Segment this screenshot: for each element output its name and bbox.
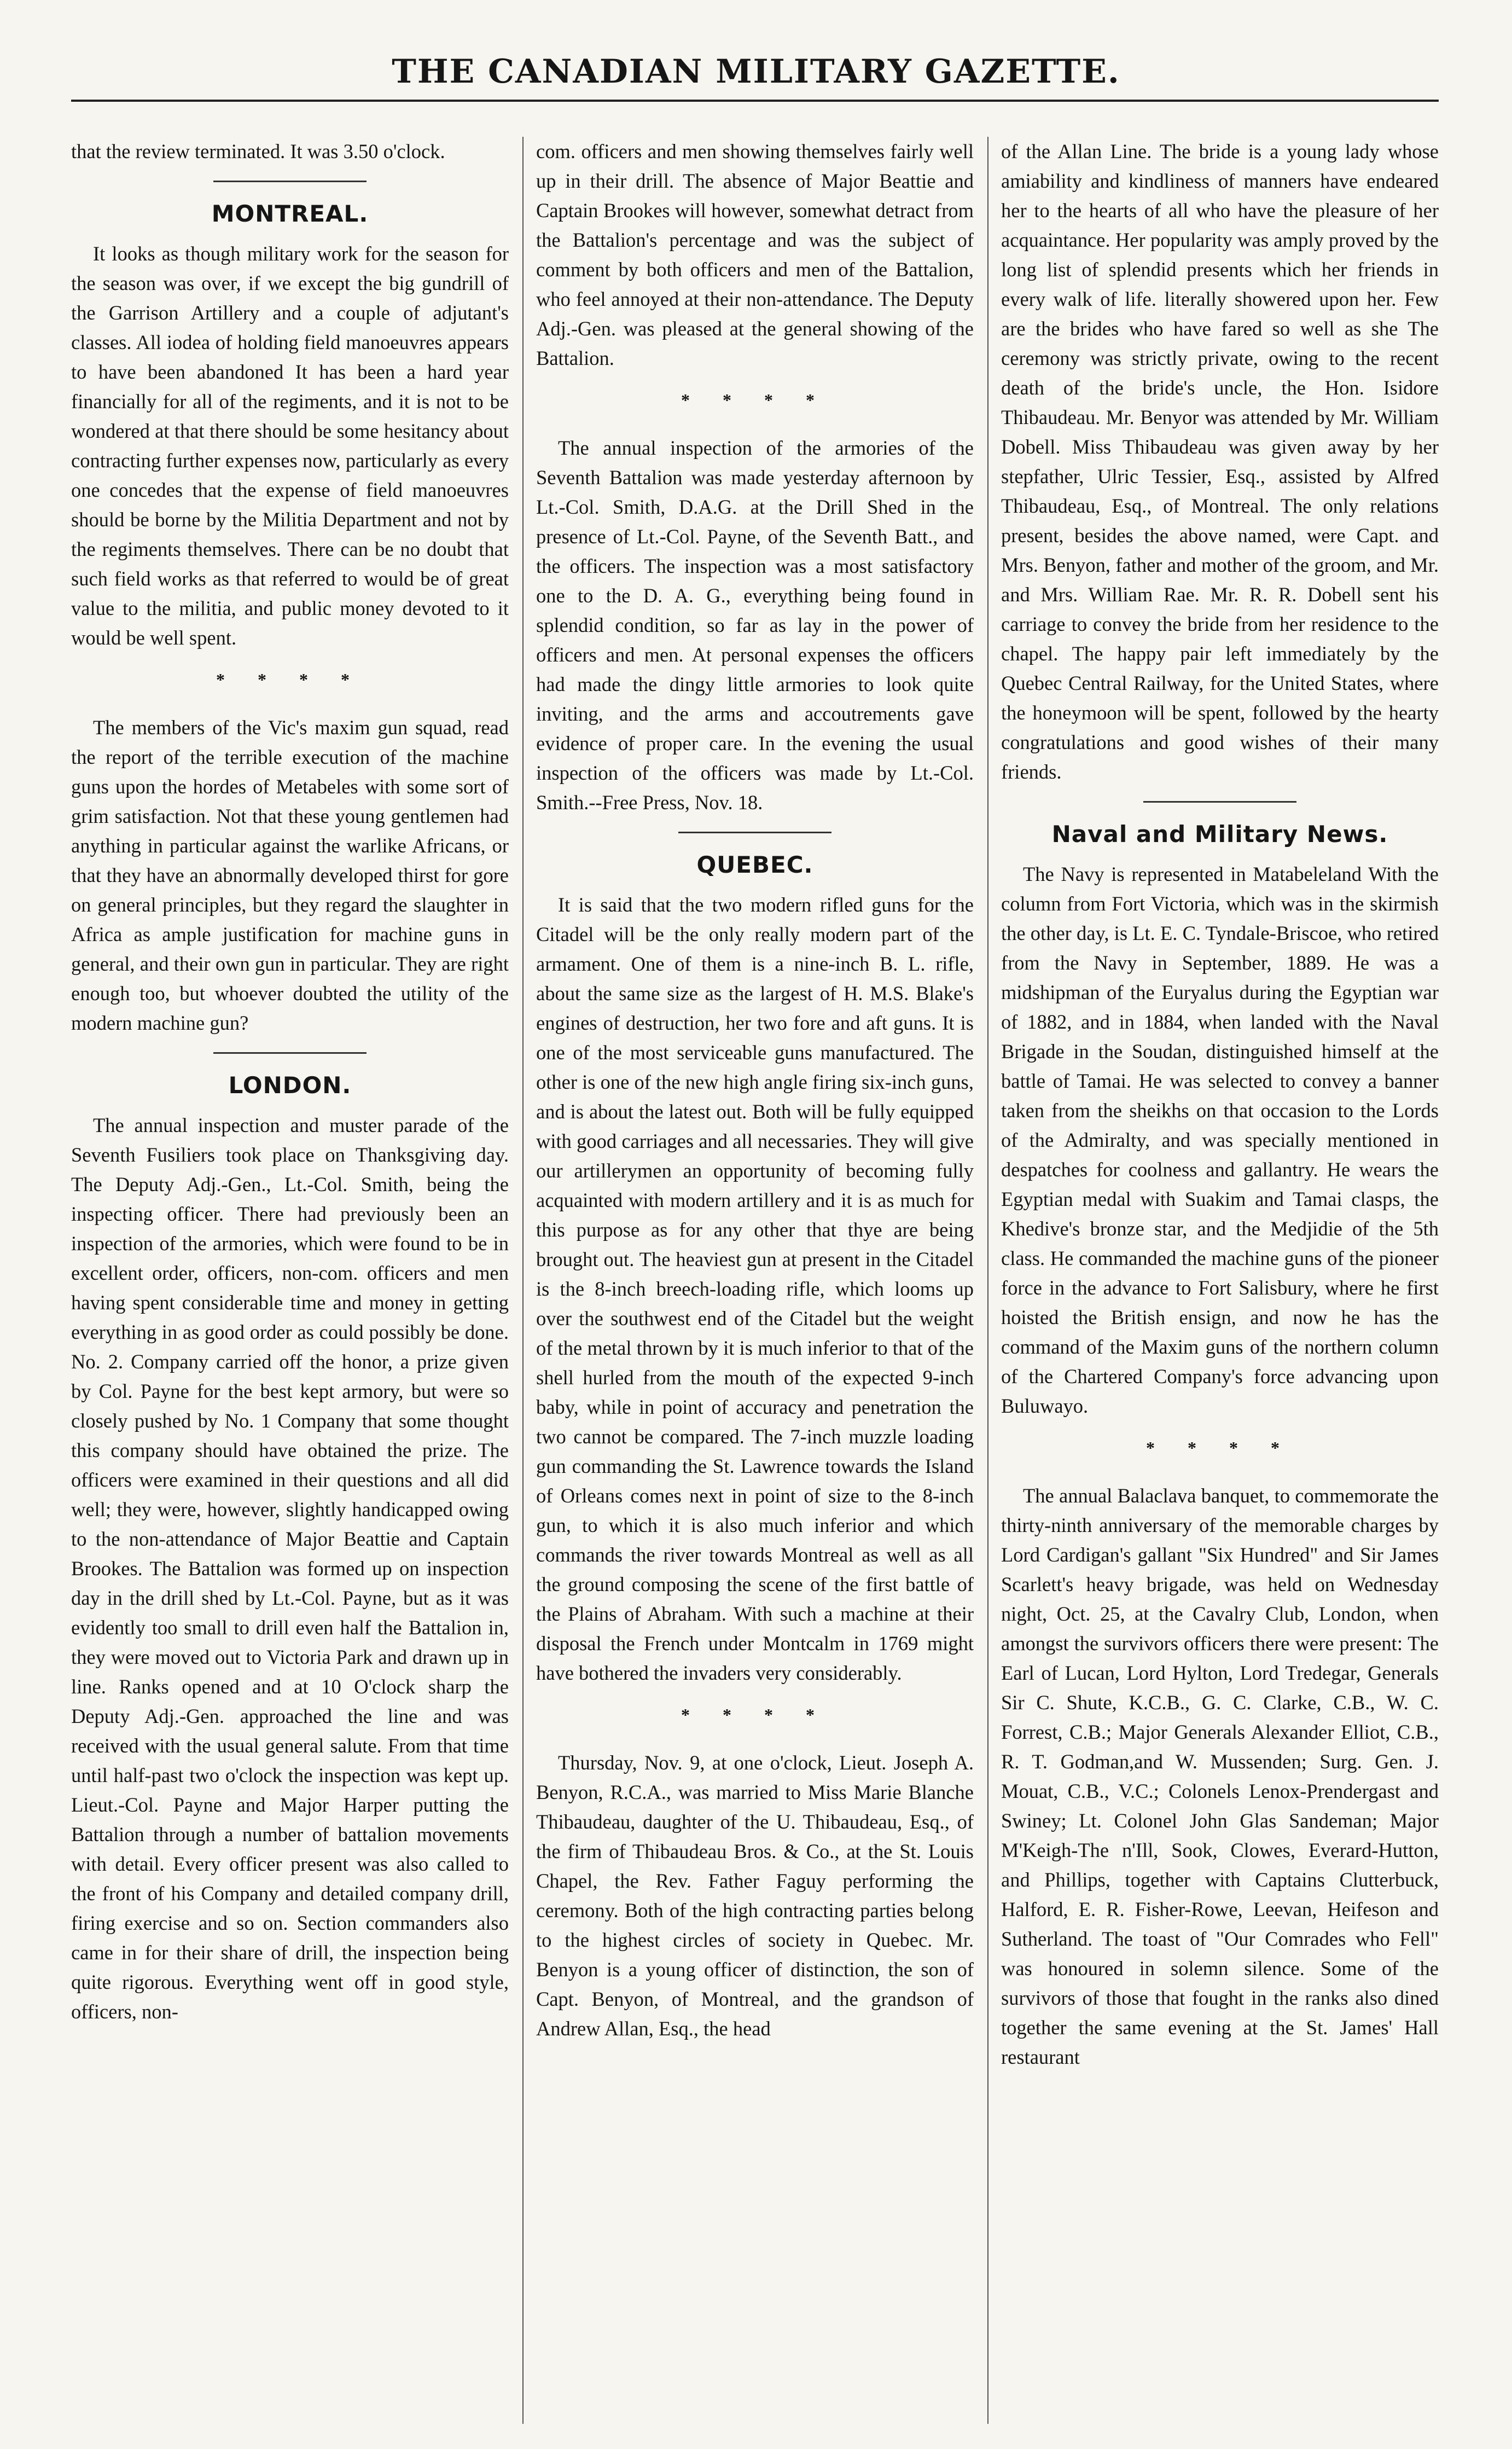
continued-paragraph: com. officers and men showing themselves fairly well up in their drill. The absence of Major Beattie and Captain Brookes will however, somewhat detract from the Battalion's percentage and was the subject of comment by both officers and men of the Battalion, who feel annoyed at their non-attendance. The Deputy Adj.-Gen. was pleased at the general showing of the Battalion. [536,140,974,369]
column-right [1001,137,1439,2424]
section-heading-montreal: MONTREAL. [211,200,369,227]
article-paragraph: The annual Balaclava banquet, to commemorate the thirty-ninth anniversary of the memorable charges by Lord Cardigan's gallant "Six Hundred" and Sir James Scarlett's heavy brigade, was held on Wednesday night, Oct. 25, at the Cavalry Club, London, when amongst the survivors officers there were present: The Earl of Lucan, Lord Hylton, Lord Tredegar, Generals Sir C. Shute, K.C.B., G. C. Clarke, C.B., W. C. Forrest, C.B.; Major Generals Alexander Elliot, C.B., R. T. Godman,and W. Mussenden; Surg. Gen. J. Mouat, C.B., V.C.; Colonels Lenox-Prendergast and Swiney; Lt. Colonel John Glas Sandeman; Major M'Keigh-The n'Ill, Sook, Clowes, Everard-Hutton, and Phillips, together with Captains Clutterbuck, Halford, E. R. Fisher-Rowe, Leevan, Heifeson and Sutherland. The toast of "Our Comrades who Fell" was honoured in solemn silence. Some of the survivors of those that fought in the ranks also dined together the same evening at the St. James' Hall restaurant [1001,1484,1439,2068]
separator-stars: * * * * [681,1705,829,1725]
separator-stars: * * * * [1146,1438,1294,1458]
article-paragraph: The annual inspection of the armories of the Seventh Battalion was made yesterday afternoon by Lt.-Col. Smith, D.A.G. at the Drill Shed in the presence of Lt.-Col. Payne, of the Seventh Batt., and the officers. The inspection was a most satisfactory one to the D. A. G., everything being found in splendid condition, so far as lay in the power of officers and men. At personal expenses the officers had made the dingy little armories to look quite inviting, and the arms and accoutrements gave evidence of proper care. In the evening the usual inspection of the officers was made by Lt.-Col. Smith.--Free Press, Nov. 18. [536,437,974,814]
separator-stars: * * * * [681,390,829,410]
section-rule [678,832,831,833]
continued-paragraph: that the review terminated. It was 3.50 o'clock. [71,140,445,163]
article-paragraph: Thursday, Nov. 9, at one o'clock, Lieut. Joseph A. Benyon, R.C.A., was married to Miss Marie Blanche Thibaudeau, daughter of the U. Thibaudeau, Esq., of the firm of Thibaudeau Bros. & Co., at the St. Louis Chapel, the Rev. Father Faguy performing the ceremony. Both of the high contracting parties belong to the highest circles of society in Quebec. Mr. Benyon is a young officer of distinction, the son of Capt. Benyon, of Montreal, and the grandson of Andrew Allan, Esq., the head [536,1751,974,2040]
section-rule [213,181,367,182]
masthead-title: THE CANADIAN MILITARY GAZETTE. [392,53,1120,91]
masthead-rule [71,100,1439,102]
section-rule [213,1052,367,1054]
article-paragraph: It is said that the two modern rifled guns for the Citadel will be the only really modern part of the armament. One of them is a nine-inch B. L. rifle, about the same size as the largest of H. M.S. Blake's engines of destruction, her two fore and aft guns. It is one of the most serviceable guns manufactured. The other is one of the new high angle firing six-inch guns, and is about the latest out. Both will be fully equipped with good carriages and all necessaries. They will give our artillerymen an opportunity of becoming fully acquainted with modern artillery and it is as much for this purpose as for any other that thye are being brought out. The heaviest gun at present in the Citadel is the 8-inch breech-loading rifle, which looms up over the southwest end of the Citadel but the weight of the metal thrown by it is much inferior to that of the shell hurled from the mouth of the expected 9-inch baby, while in point of accuracy and penetration the two cannot be compared. The 7-inch muzzle loading gun commanding the St. Lawrence towards the Island of Orleans comes next in point of size to the 8-inch gun, to which it is also much inferior and which commands the river towards Montreal as well as all the ground composing the scene of the first battle of the Plains of Abraham. With such a machine at their disposal the French under Montcalm in 1769 might have bothered the invaders very considerably. [536,893,974,1684]
column-left [71,137,509,2424]
article-paragraph: The Navy is represented in Matabeleland With the column from Fort Victoria, which was in the skirmish the other day, is Lt. E. C. Tyndale-Briscoe, who retired from the Navy in September, 1889. He was a midshipman of the Euryalus during the Egyptian war of 1882, and in 1884, when landed with the Naval Brigade in the Soudan, distinguished himself at the battle of Tamai. He was selected to convey a banner taken from the sheikhs on that occasion to the Lords of the Admiralty, and was specially mentioned in despatches for coolness and gallantry. He wears the Egyptian medal with Suakim and Tamai clasps, the Khedive's bronze star, and the Medjidie of the 5th class. He commanded the machine guns of the pioneer force in the advance to Fort Salisbury, where he first hoisted the British ensign, and now he has the command of the Maxim guns of the northern column of the Chartered Company's force advancing upon Buluwayo. [1001,863,1439,1417]
section-rule [1143,801,1296,803]
column-divider [522,137,524,2424]
article-paragraph: It looks as though military work for the season for the season was over, if we except the big gundrill of the Garrison Artillery and a couple of adjutant's classes. All iodea of holding field manoeuvres appears to have been abandoned It has been a hard year financially for all of the regiments, and it is not to be wondered at that there should be some hesitancy about contracting further expenses now, particularly as every one concedes that the expense of field manoeuvres should be borne by the Militia Department and not by the regiments themselves. There can be no doubt that such field works as that referred to would be of great value to the militia, and public money devoted to it would be well spent. [71,242,509,649]
separator-stars: * * * * [216,670,364,689]
section-heading-naval-military: Naval and Military News. [1051,821,1388,848]
section-heading-quebec: QUEBEC. [696,851,813,878]
section-heading-london: LONDON. [228,1072,352,1099]
column-middle [536,137,974,2424]
article-paragraph: The members of the Vic's maxim gun squad, read the report of the terrible execution of the machine guns upon the hordes of Metabeles with some sort of grim satisfaction. Not that these young gentlemen had anything in particular against the warlike Africans, or that they have an abnormally developed thirst for gore on general principles, but they regard the slaughter in Africa as ample justification for machine guns in general, and their own gun in particular. They are right enough too, but whoever doubted the utility of the modern machine gun? [71,716,509,1034]
column-divider [987,137,988,2424]
article-paragraph: The annual inspection and muster parade of the Seventh Fusiliers took place on Thanksgiving day. The Deputy Adj.-Gen., Lt.-Col. Smith, being the inspecting officer. There had previously been an inspection of the armories, which were found to be in excellent order, officers, non-com. officers and men having spent considerable time and money in getting everything in as good order as could possibly be done. No. 2. Company carried off the honor, a prize given by Col. Payne for the best kept armory, but were so closely pushed by No. 1 Company that some thought this company should have obtained the prize. The officers were examined in their questions and all did well; they were, however, slightly handicapped owing to the non-attendance of Major Beattie and Captain Brookes. The Battalion was formed up on inspection day in the drill shed by Lt.-Col. Payne, but as it was evidently too small to drill even half the Battalion in, they were moved out to Victoria Park and drawn up in line. Ranks opened and at 10 O'clock sharp the Deputy Adj.-Gen. approached the line and was received with the usual general salute. From that time until half-past two o'clock the inspection was kept up. Lieut.-Col. Payne and Major Harper putting the Battalion through a number of battalion movements with detail. Every officer present was also called to the front of his Company and detailed company drill, firing exercise and so on. Section commanders also came in for their share of drill, the inspection being quite rigorous. Everything went off in good style, officers, non- [71,1114,509,2023]
continued-paragraph: of the Allan Line. The bride is a young lady whose amiability and kindliness of manners have endeared her to the hearts of all who have the pleasure of her acquaintance. Her popularity was amply proved by the long list of splendid presents which her friends in every walk of life. literally showered upon her. Few are the brides who have fared so well as she The ceremony was strictly private, owing to the recent death of the bride's uncle, the Hon. Isidore Thibaudeau. Mr. Benyor was attended by Mr. William Dobell. Miss Thibaudeau was given away by her stepfather, Ulric Tessier, Esq., assisted by Alfred Thibaudeau, Esq., of Montreal. The only relations present, besides the above named, were Capt. and Mrs. Benyon, father and mother of the groom, and Mr. and Mrs. William Rae. Mr. R. R. Dobell sent his carriage to convey the bride from her residence to the chapel. The happy pair left immediately by the Quebec Central Railway, for the United States, where the honeymoon will be spent, followed by the hearty congratulations and good wishes of their many friends. [1001,140,1439,783]
